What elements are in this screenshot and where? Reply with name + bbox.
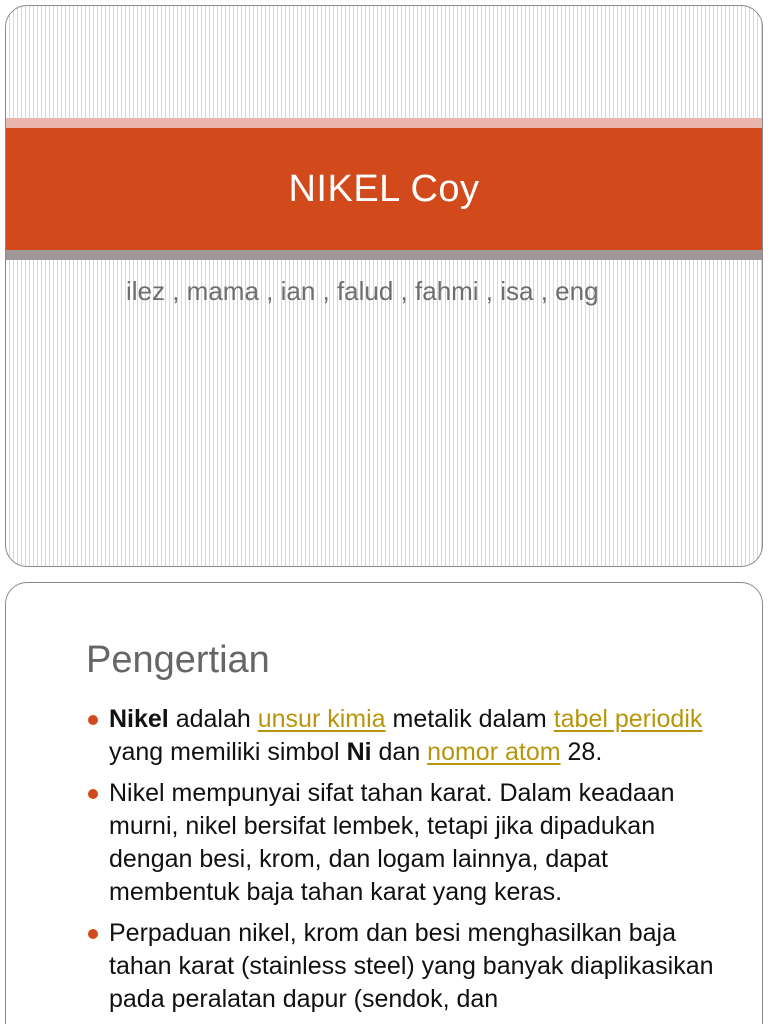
- bullet-text: Nikel mempunyai sifat tahan karat. Dalam keadaan murni, nikel bersifat lembek, tetapi jika dipadukan dengan besi, krom, dan logam lainnya, dapat membentuk baja tahan karat yang keras.: [109, 779, 675, 906]
- bullet-text: yang memiliki simbol: [109, 738, 347, 766]
- slide-subtitle: ilez , mama , ian , falud , fahmi , isa , eng: [126, 276, 599, 306]
- bullet-item-definition: [88, 703, 728, 769]
- title-band: [6, 128, 762, 250]
- title-band-top-stripe: [6, 118, 762, 128]
- title-band-bottom-stripe: [6, 250, 762, 260]
- bullet-text: Perpaduan nikel, krom dan besi menghasilkan baja tahan karat (stainless steel) yang banyak diaplikasikan pada peralatan dapur (sendok, dan: [109, 919, 714, 1013]
- bullet-list: [88, 703, 728, 1024]
- content-slide: [5, 582, 763, 1024]
- bullet-item-properties: [88, 777, 728, 909]
- bullet-text-bold: Ni: [346, 738, 372, 766]
- bullet-text-bold: Nikel: [109, 705, 169, 733]
- title-slide: [5, 5, 763, 567]
- bullet-item-alloy: [88, 917, 728, 1016]
- bullet-text: 28.: [560, 738, 603, 766]
- bullet-icon: [88, 929, 98, 939]
- bullet-icon: [88, 789, 98, 799]
- slide-title: NIKEL Coy: [288, 167, 480, 210]
- bullet-text: dan: [371, 738, 428, 766]
- bullet-icon: [88, 715, 98, 725]
- link-unsur-kimia[interactable]: unsur kimia: [257, 705, 386, 733]
- bullet-text: metalik dalam: [385, 705, 554, 733]
- link-tabel-periodik[interactable]: tabel periodik: [553, 705, 703, 733]
- section-heading: Pengertian: [86, 639, 270, 681]
- link-nomor-atom[interactable]: nomor atom: [427, 738, 561, 766]
- bullet-text: adalah: [168, 705, 258, 733]
